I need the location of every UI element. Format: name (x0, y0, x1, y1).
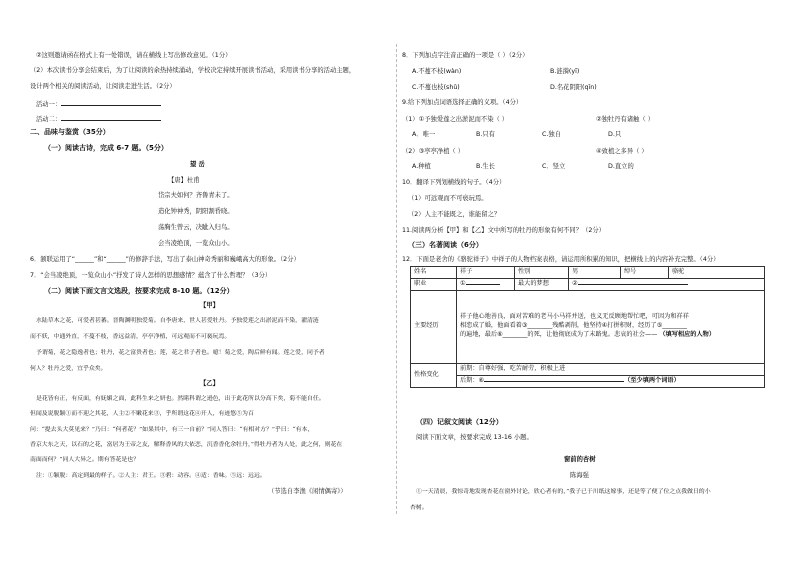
annotation-note: 注：①颖脱：高定到最的样子。②人主：君王。③碧：动容。④适：香味。⑤远：远远。 (36, 473, 266, 479)
subsection-classics-title: （三）名著阅读（6分） (408, 241, 483, 249)
column-divider (396, 44, 397, 514)
q9-option[interactable]: D.直立的 (608, 163, 634, 170)
q9-option[interactable]: D.只 (608, 131, 622, 138)
experience-line: 祥子他心地善良，面对苦难的老马小马祥并送，也义无反顾地帮忙吧，可因为和祥祥 (460, 313, 689, 321)
article-paragraph-1: ①一天清晨，我惊奇地发现杏花在窗外讨论，欣心者有的，”我子已于川纸这嫁事，还是等了便了位之点我做日的小 (416, 489, 711, 495)
q10-sentence-2: （2）人主不能既之，谁能留之？ (408, 211, 501, 218)
article-author: 陈海强 (570, 472, 589, 479)
passage-jia-label: 【甲】 (200, 302, 219, 309)
nickname-label: 绰号 (621, 267, 669, 279)
q8-option-d[interactable]: D.名花阴阳(qīn) (550, 84, 597, 91)
nickname-value: 骆驼 (669, 267, 765, 279)
table-row (411, 290, 765, 363)
experience-line: 的遍地，最后⑥________的死，让他彻底成为了末路鬼。悲哀的社会—— （填写相应的人物） (460, 331, 716, 339)
q8-option-a[interactable]: A.不蔓不枝(wàn) (412, 68, 462, 75)
jia-paragraph-2: 予谓菊，花之隐逸者也；牡丹，花之富贵者也；莲，花之君子者也。噫！菊之爱，陶后鲜有闻。莲之爱，同予者 (36, 350, 325, 356)
yi-paragraph-1-cont: 香京大东之天，以石的之花，富居为王帝之友，解释香风的大依恋，沉香香化余牡丹，”得牡丹者为人处，此之何，则花在 (30, 442, 343, 448)
question-10: 10．翻译下列划横线的句子。（4分） (402, 179, 506, 186)
activity-two: 活动二： (36, 114, 161, 125)
table-row (411, 363, 765, 375)
job-blank[interactable]: ① (457, 278, 515, 290)
dream-blank[interactable]: ② (569, 278, 765, 290)
change-late[interactable]: 后期：⑥ （至少填两个词语） (457, 375, 765, 387)
experience-line: 相恋成了婚，他面看着③________残酷剥削，他坚持④打拼积财，经历了⑤________ (460, 322, 688, 330)
q9-item-2: ②独牡丹有诸触（ ） (596, 116, 655, 123)
passage-yi-label: 【乙】 (200, 380, 219, 387)
job-label: 职业 (411, 278, 457, 290)
subsection-narrative-title: （四）记叙文阅读（12分） (416, 418, 503, 426)
change-early: 前期：自尊好强，吃苦耐劳，积极上进 (457, 363, 765, 375)
q5-part3-line2: 设计两个相关的阅读活动，让阅读走进生活。（2分） (30, 83, 176, 90)
q9-item-4: ④致植之多异（ ） (596, 148, 648, 155)
question-9: 9.给下列加点词语选择正确的义项。（4分） (402, 99, 523, 106)
poem-author: 【唐】杜甫 (168, 177, 200, 184)
article-paragraph-1-cont: 杏树。 (410, 505, 428, 511)
q9-option[interactable]: B.生长 (476, 163, 495, 170)
poem-line: 岱宗夫如何？齐鲁青未了。 (158, 192, 234, 199)
yi-paragraph-1: 是花皆有正，有反面，有妩媚之面，此科生来之妍也。然睹科谓之逊色，出于此花所以分高下矣，菊不能自任。 (36, 396, 325, 402)
question-6: 6．颔联运用了“______”和“______”的修辞手法，写出了泰山神奇秀丽和巍峨高大的形象。（2分） (30, 256, 300, 263)
name-label: 姓名 (411, 267, 457, 279)
q9-option[interactable]: A．唯一 (412, 131, 436, 138)
table-row (411, 267, 765, 279)
question-12: 12．下面是老舍的《骆驼祥子》中祥子的人物档案表格，请运用所积累的知识，把横线上的内容补充完整。（4分） (402, 256, 720, 263)
poem-line: 荡胸生曾云，决眦入归鸟。 (158, 224, 234, 231)
question-7: 7．“会当凌绝顶，一览众山小”抒发了诗人怎样的思想感情？蕴含了什么哲理？（3分） (30, 272, 272, 279)
jia-paragraph-2-cont: 何人？牡丹之爱，宜乎众矣。 (30, 366, 107, 372)
section-two-title: 二、品味与鉴赏（35分） (30, 128, 110, 136)
change-hint: （至少填两个词语） (624, 376, 680, 384)
poem-line: 造化钟神秀，阴阳割昏晓。 (158, 208, 234, 215)
question-11: 11.阅读两分析【甲】和【乙】文中所写的牡丹的形象有何不同？（2分） (402, 227, 605, 234)
q9-option[interactable]: C.独自 (542, 131, 561, 138)
reading-instruction: 阅读下面文章，按要求完成 13-16 小题。 (416, 434, 533, 441)
q10-sentence-1: （1）可远观而不可亵玩焉。 (408, 195, 488, 202)
q9-option[interactable]: C．竖立 (542, 163, 566, 170)
q5-part2-line: ②这则邀请函在格式上有一处错误，请在横线上写出修改意见。（1分） (36, 52, 232, 59)
change-label: 性格变化 (411, 363, 457, 387)
q9-option[interactable]: A.种植 (412, 163, 431, 170)
q8-option-b[interactable]: B.涟漪(yī) (550, 68, 580, 75)
name-value: 祥子 (457, 267, 515, 279)
q8-option-c[interactable]: C.不蔓也枝(shǔ) (412, 84, 460, 91)
activity-one-blank[interactable] (61, 99, 161, 106)
q9-item-3: （2）③亭亭净植（ ） (402, 148, 465, 155)
table-row (411, 375, 765, 387)
dream-label: 最大的梦想 (515, 278, 569, 290)
activity-two-blank[interactable] (61, 114, 161, 121)
jia-paragraph-1: 水陆草木之花，可爱者甚蕃。晋陶渊明独爱菊。自李唐来，世人甚爱牡丹。予独爱莲之出淤泥而不染，濯清涟 (36, 318, 319, 324)
yi-paragraph-1-cont: 南面而何？”同人大异之。期有答花是也？ (30, 457, 140, 463)
poem-line: 会当凌绝顶，一览众山小。 (158, 240, 234, 247)
question-8: 8．下列加点字注音正确的一项是（ ）（2分） (402, 52, 529, 59)
experience-label: 主要经历 (411, 290, 457, 363)
q5-part3-line: （2）本次读书分享会结束后，为了让阅读的余热持续涌动，学校决定持续开展读书活动，采用读书分享的活动主题， (30, 67, 356, 74)
experience-hint: （填写相应的人物） (659, 331, 716, 339)
table-row (411, 278, 765, 290)
activity-one: 活动一： (36, 99, 161, 110)
yi-paragraph-1-cont: 但闻及说脱颖①而不迎之其花，人主②不嫩花来③，乎所谓这花④开人，有迹悠⑤为百 (30, 411, 254, 417)
q9-item-1: （1）①予独爱莲之出淤泥而不染（ ） (402, 116, 509, 123)
yi-paragraph-1-cont: 问：“提去头大莫见来？”乃曰：“何者花？”如果其中，有三一自前？”同人答曰：“有相对方？”乎曰：“有本， (30, 427, 314, 433)
subsection-poem-title: （一）阅读古诗，完成 6-7 题。（5分） (44, 144, 168, 152)
passage-source: （节选自李渔《闲情偶寄》） (268, 488, 347, 495)
character-profile-table (410, 266, 765, 388)
q9-option[interactable]: B.只有 (476, 131, 495, 138)
poem-title: 望 岳 (190, 161, 205, 168)
sex-label: 性别 (515, 267, 569, 279)
experience-cell[interactable] (457, 290, 765, 363)
jia-paragraph-1-cont: 而不妖，中通外直，不蔓不枝，香远益清，亭亭净植，可远观而不可亵玩焉。 (30, 334, 231, 340)
article-title: 窗前的杏树 (564, 456, 596, 463)
subsection-classical-title: （二）阅读下面文言文选段，按要求完成 8-10 题。（12分） (44, 287, 234, 295)
sex-value: 男 (569, 267, 621, 279)
